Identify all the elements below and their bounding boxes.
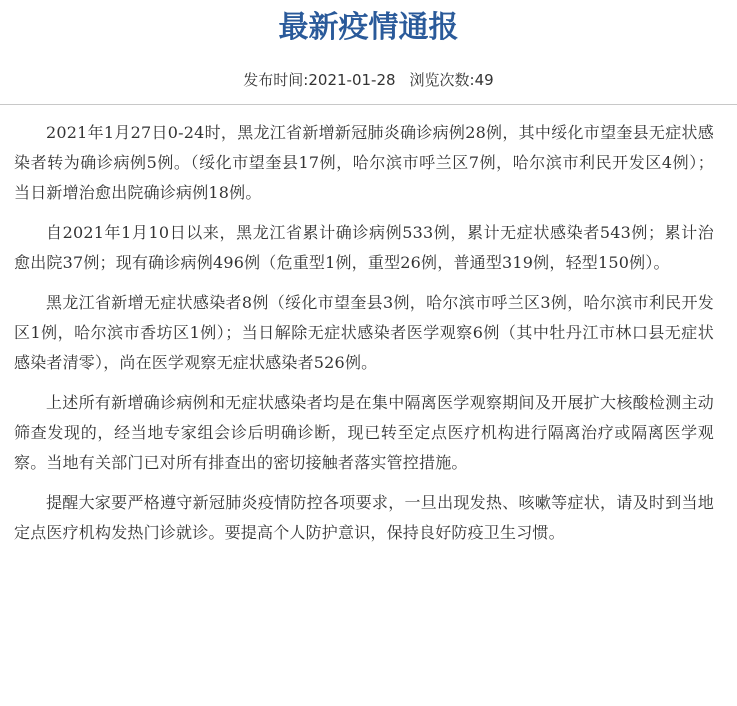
paragraph-detection: 上述所有新增确诊病例和无症状感染者均是在集中隔离医学观察期间及开展扩大核酸检测主动筛查发现的，经当地专家组会诊后明确诊断，现已转至定点医疗机构进行隔离治疗或隔离医学观察。当地有关部门已对所有排查出的密切接触者落实管控措施。 [14, 393, 714, 472]
paragraph-asymptomatic: 黑龙江省新增无症状感染者8例（绥化市望奎县3例，哈尔滨市呼兰区3例，哈尔滨市利民开发区1例，哈尔滨市香坊区1例）；当日解除无症状感染者医学观察6例（其中牡丹江市林口县无症状感染者清零），尚在医学观察无症状感染者526例。 [14, 293, 714, 372]
publish-label: 发布时间: [243, 71, 309, 89]
paragraph-new-cases: 2021年1月27日0-24时，黑龙江省新增新冠肺炎确诊病例28例，其中绥化市望奎县无症状感染者转为确诊病例5例。（绥化市望奎县17例，哈尔滨市呼兰区7例，哈尔滨市利民开发区4例）；当日新增治愈出院确诊病例18例。 [14, 123, 714, 202]
views-count: 49 [474, 71, 494, 89]
paragraph-reminder: 提醒大家要严格遵守新冠肺炎疫情防控各项要求，一旦出现发热、咳嗽等症状，请及时到当地定点医疗机构发热门诊就诊。要提高个人防护意识，保持良好防疫卫生习惯。 [14, 493, 714, 542]
views-label: 浏览次数: [409, 71, 475, 89]
paragraph-cumulative: 自2021年1月10日以来，黑龙江省累计确诊病例533例，累计无症状感染者543例；累计治愈出院37例；现有确诊病例496例（危重型1例，重型26例，普通型319例，轻型150例）。 [14, 223, 714, 272]
article-header [0, 0, 737, 105]
publish-date: 2021-01-28 [308, 71, 396, 89]
article-meta [0, 70, 737, 90]
page-title: 最新疫情通报 [278, 10, 459, 45]
article-body [14, 118, 714, 558]
